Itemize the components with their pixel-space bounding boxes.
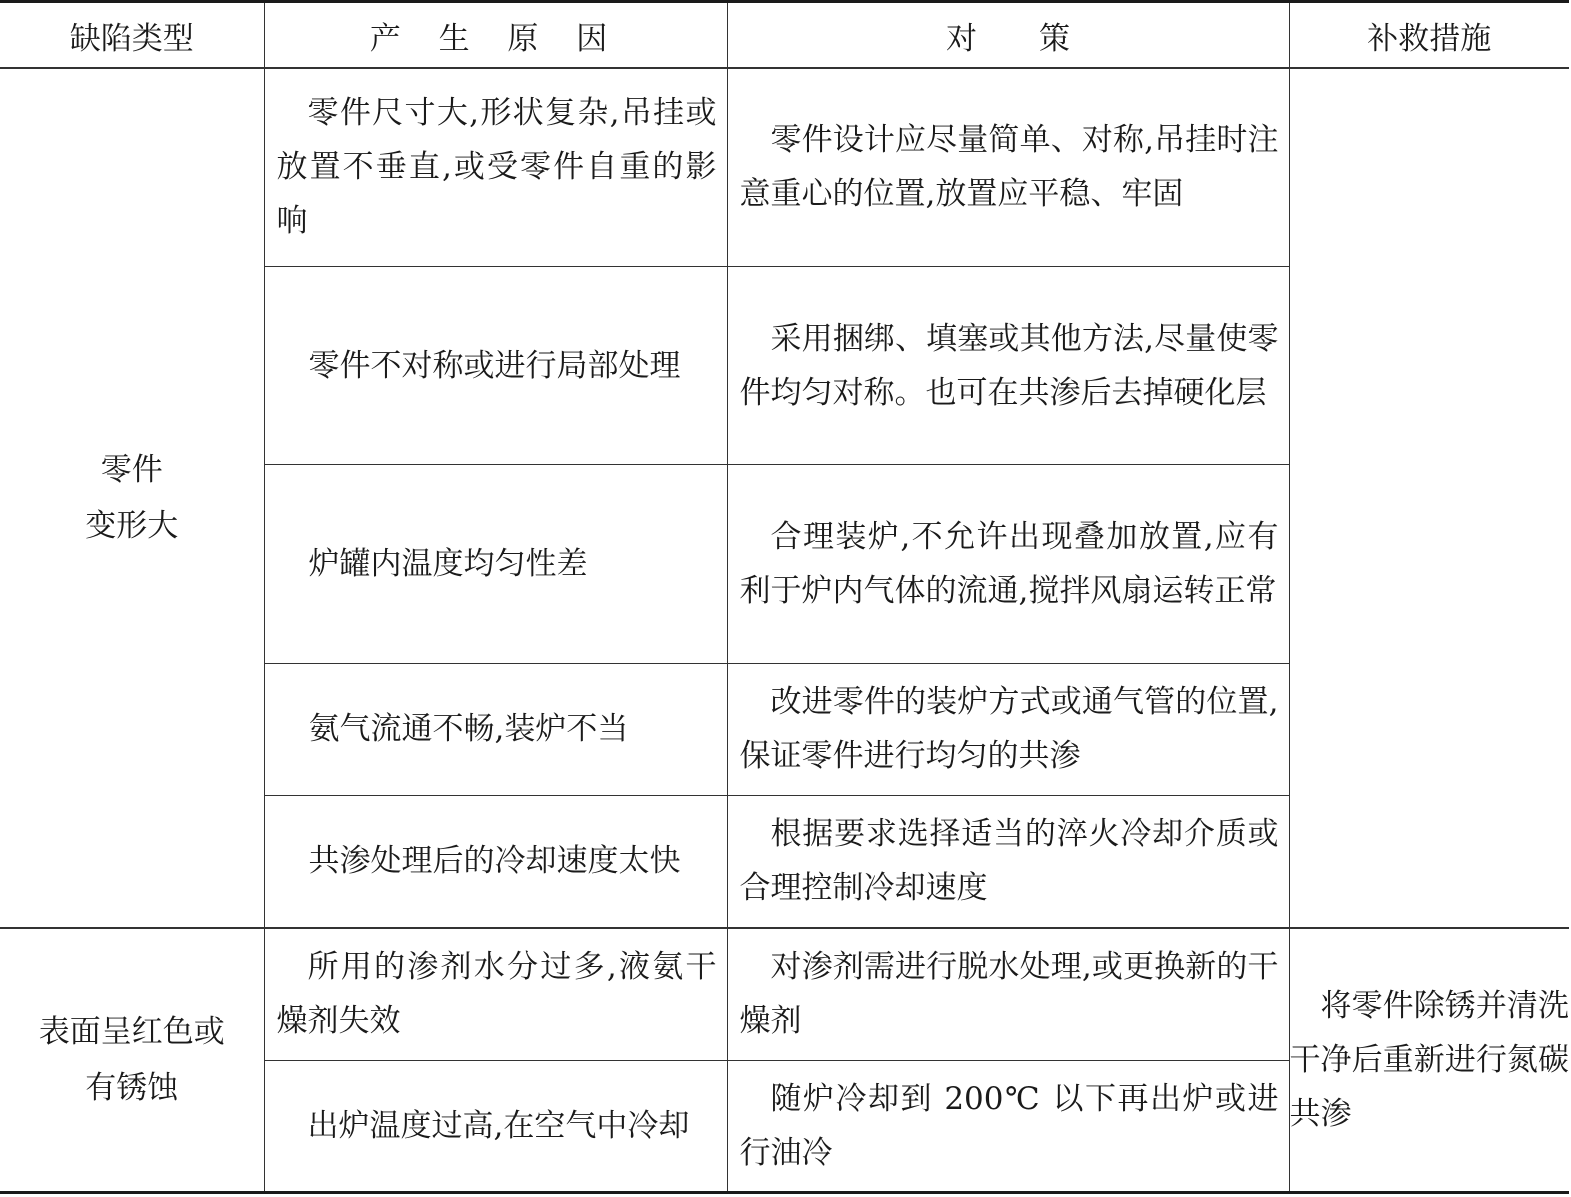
countermeasure-cell bbox=[727, 928, 1289, 1060]
header-remedy: 补救措施 bbox=[1289, 2, 1569, 69]
header-countermeasure: 对 策 bbox=[727, 2, 1289, 69]
countermeasure-cell bbox=[727, 465, 1289, 663]
header-row bbox=[0, 2, 1569, 69]
defect-type-line: 零件 bbox=[100, 451, 163, 488]
countermeasure-cell bbox=[727, 68, 1289, 266]
countermeasure-text: 根据要求选择适当的淬火冷却介质或合理控制冷却速度 bbox=[739, 816, 1279, 907]
defect-type-line: 表面呈红色或 bbox=[38, 1013, 225, 1050]
remedy-cell: 将零件除锈并清洗干净后重新进行氮碳共渗 bbox=[1289, 928, 1569, 1193]
table-row bbox=[0, 68, 1569, 266]
countermeasure-text: 改进零件的装炉方式或通气管的位置,保证零件进行均匀的共渗 bbox=[739, 684, 1279, 775]
cause-cell bbox=[264, 663, 727, 795]
countermeasure-text: 合理装炉,不允许出现叠加放置,应有利于炉内气体的流通,搅拌风扇运转正常 bbox=[739, 519, 1279, 610]
countermeasure-text: 随炉冷却到 200℃ 以下再出炉或进行油冷 bbox=[739, 1080, 1279, 1171]
cause-text: 共渗处理后的冷却速度太快 bbox=[308, 843, 681, 880]
header-cause: 产 生 原 因 bbox=[264, 2, 727, 69]
defect-type-line: 变形大 bbox=[85, 507, 179, 544]
cause-cell bbox=[264, 465, 727, 663]
countermeasure-text: 零件设计应尽量简单、对称,吊挂时注意重心的位置,放置应平稳、牢固 bbox=[739, 122, 1279, 213]
remedy-cell bbox=[1289, 68, 1569, 928]
cause-cell bbox=[264, 68, 727, 266]
defect-type-line: 有锈蚀 bbox=[85, 1069, 179, 1106]
cause-text: 出炉温度过高,在空气中冷却 bbox=[307, 1107, 690, 1144]
cause-text: 零件尺寸大,形状复杂,吊挂或放置不垂直,或受零件自重的影响 bbox=[276, 95, 717, 240]
defect-type-cell bbox=[0, 928, 264, 1193]
countermeasure-text: 采用捆绑、填塞或其他方法,尽量使零件均匀对称。也可在共渗后去掉硬化层 bbox=[739, 320, 1279, 411]
defect-type-cell bbox=[0, 68, 264, 928]
cause-text: 所用的渗剂水分过多,液氨干燥剂失效 bbox=[276, 949, 717, 1040]
header-defect-type: 缺陷类型 bbox=[0, 2, 264, 69]
cause-cell bbox=[264, 928, 727, 1060]
cause-cell bbox=[264, 796, 727, 928]
cause-cell bbox=[264, 1060, 727, 1192]
cause-cell bbox=[264, 266, 727, 464]
countermeasure-cell bbox=[727, 1060, 1289, 1192]
cause-text: 零件不对称或进行局部处理 bbox=[308, 347, 681, 384]
countermeasure-cell bbox=[727, 796, 1289, 928]
countermeasure-text: 对渗剂需进行脱水处理,或更换新的干燥剂 bbox=[739, 949, 1279, 1040]
countermeasure-cell bbox=[727, 266, 1289, 464]
cause-text: 氨气流通不畅,装炉不当 bbox=[308, 711, 629, 748]
cause-text: 炉罐内温度均匀性差 bbox=[308, 546, 588, 583]
countermeasure-cell bbox=[727, 663, 1289, 795]
table-row bbox=[0, 928, 1569, 1060]
